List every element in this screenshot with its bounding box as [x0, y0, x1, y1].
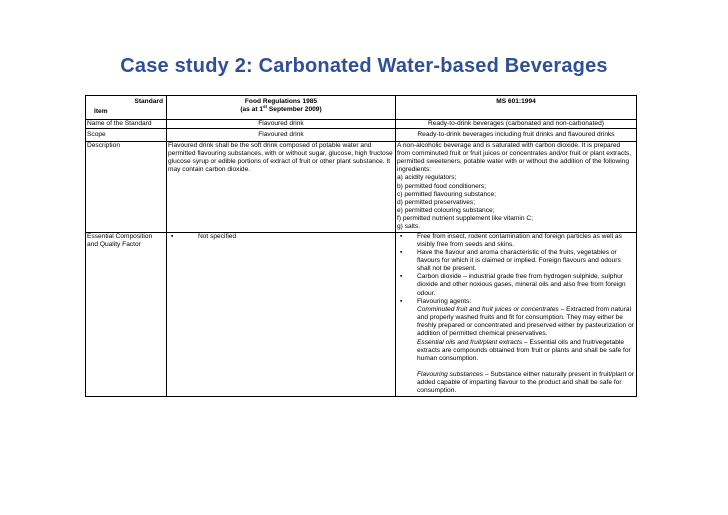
term-essential-oils: Essential oils and fruit/plant extracts	[417, 338, 523, 346]
list-item	[168, 233, 394, 241]
flavouring-substances	[417, 371, 635, 395]
date-prefix: (as at 1	[240, 105, 264, 113]
essential-item-text: Have the flavour and aroma characteristic of the fruits, vegetables or flavours for which it is claimed or implied. Foreign flavours and odours shall not be present.	[417, 248, 621, 273]
table-row-description	[86, 141, 637, 232]
table-row-scope	[86, 128, 637, 141]
row-label-essential: Essential Composition and Quality Factor	[86, 232, 167, 396]
list-item: c) permitted flavouring substance;	[397, 190, 496, 198]
list-item	[397, 233, 635, 249]
comparison-table	[85, 95, 637, 397]
cell-name-ms: Ready-to-drink beverages (carbonated and non-carbonated)	[396, 119, 637, 128]
cell-name-fr: Flavoured drink	[167, 119, 396, 128]
row-label-name: Name of the Standard	[86, 119, 167, 128]
cell-essential-ms	[396, 232, 637, 396]
table-row-essential	[86, 232, 637, 396]
term-comminuted: Comminuted fruit and fruit juices or concentrates	[417, 305, 559, 313]
text-comminuted: – Extracted from natural and properly washed fruits and fit for consumption. They may either be freshly prepared or concentrated and preserved either by pasteurization or addition of permitted chemical preservatives.	[417, 305, 634, 338]
list-item: f) permitted nutrient supplement like vitamin C;	[397, 215, 533, 223]
bullet-icon: ▪	[400, 297, 403, 305]
cell-scope-fr: Flavoured drink	[167, 128, 396, 141]
date-superscript: st	[263, 103, 268, 109]
row-label-scope: Scope	[86, 128, 167, 141]
list-item: g) salts.	[397, 223, 421, 231]
header-row	[86, 95, 637, 119]
page-title: Case study 2: Carbonated Water-based Beverages	[120, 55, 608, 77]
flavouring-essential-oils	[417, 339, 635, 363]
cell-scope-ms: Ready-to-drink beverages including fruit drinks and flavoured drinks	[396, 128, 637, 141]
bullet-icon: ▪	[400, 232, 403, 240]
food-regulations-title: Food Regulations 1985	[244, 97, 318, 105]
list-item: a) acidity regulators;	[397, 174, 457, 182]
essential-item-text: Carbon dioxide – industrial grade free from hydrogen sulphide, sulphur dioxide and other noxious gases, mineral oils and also free from foreign odour.	[417, 273, 626, 297]
row-label-description: Description	[86, 141, 167, 232]
list-item	[397, 249, 635, 273]
food-regulations-date	[168, 103, 394, 114]
header-food-regulations	[167, 95, 396, 119]
not-specified-text: Not specified	[198, 232, 237, 240]
list-item	[397, 273, 635, 297]
list-item	[397, 298, 635, 396]
header-item-label: Item	[94, 108, 108, 116]
spacer	[417, 363, 635, 371]
header-ms-standard: MS 601:1994	[396, 95, 637, 119]
header-corner-cell	[86, 95, 167, 119]
list-item: d) permitted preservatives;	[397, 198, 476, 206]
term-flavouring-substances: Flavouring substances	[417, 371, 483, 379]
bullet-icon: ▪	[171, 232, 174, 240]
cell-description-fr: Flavoured drink shall be the soft drink composed of potable water and permitted flavouring substances, with or without sugar, glucose, high fructose glucose syrup or edible portions of extract of fruit or other plant substance. It may contain carbon dioxide.	[167, 141, 396, 232]
description-ms-intro: A non-alcoholic beverage and is saturated with carbon dioxide. It is prepared from comminuted fruit or fruit juices or concentrates and/or fruit or plant extracts, permitted sweeteners, potable water with or without the addition of the following ingredients:	[397, 141, 632, 174]
text-essential-oils: – Essential oils and fruit/vegetable extracts are compounds obtained from fruit or plants and shall be safe for human consumption.	[417, 338, 631, 362]
header-standard-label: Standard	[134, 97, 163, 105]
cell-essential-fr	[167, 232, 396, 396]
text-flavouring-substances: – Substance either naturally present in fruit/plant or added capable of imparting flavour to the product and shall be safe for consumption.	[417, 371, 634, 395]
flavouring-comminuted	[417, 306, 635, 339]
bullet-icon: ▪	[400, 273, 403, 281]
table-row-name	[86, 119, 637, 128]
date-suffix: September 2009)	[267, 105, 322, 113]
list-item: e) permitted colouring substance;	[397, 207, 495, 215]
list-item: b) permitted food conditioners;	[397, 182, 487, 190]
bullet-icon: ▪	[400, 248, 403, 256]
essential-item-text: Flavouring agents:	[417, 297, 472, 305]
cell-description-ms	[396, 141, 637, 232]
essential-item-text: Free from insect, rodent contamination and foreign particles as well as visibly free from seeds and skins.	[417, 232, 622, 248]
